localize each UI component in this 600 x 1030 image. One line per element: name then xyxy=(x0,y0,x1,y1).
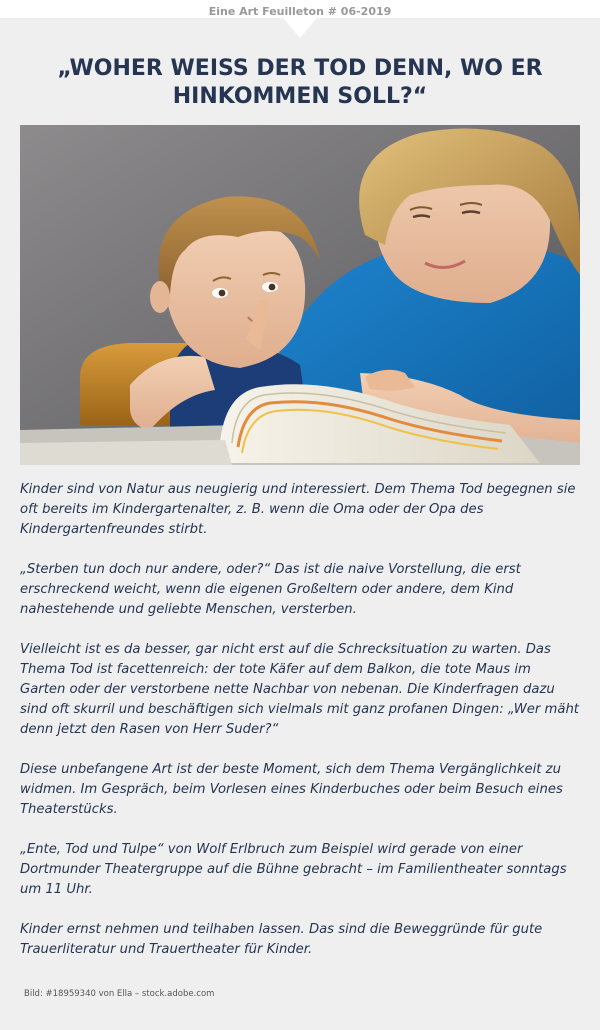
paragraph: Vielleicht ist es da besser, gar nicht erst auf die Schrecksituation zu warten. Das Thema Tod ist facettenreich: der tote Käfer auf dem Balkon, die tote Maus im Garten oder der verstorbene nette Nachbar von nebenan. Die Kinderfragen dazu sind oft skurril und beschäftigen sich vielmals mit ganz profanen Dingen: „Wer mäht denn jetzt den Rasen von Herr Suder?“ xyxy=(20,642,579,737)
paragraph: „Ente, Tod und Tulpe“ von Wolf Erlbruch zum Beispiel wird gerade von einer Dortmunder Theatergruppe auf die Bühne gebracht – im Familientheater sonntags um 11 Uhr. xyxy=(20,842,567,897)
article-body xyxy=(20,480,580,980)
article-title: „WOHER WEISS DER TOD DENN, WO ER HINKOMMEN SOLL?“ xyxy=(57,56,543,109)
paragraph: Kinder sind von Natur aus neugierig und interessiert. Dem Thema Tod begegnen sie oft bereits im Kindergartenalter, z. B. wenn die Oma oder der Opa des Kindergartenfreundes stirbt. xyxy=(20,482,576,537)
top-banner xyxy=(0,0,600,18)
paragraph: „Sterben tun doch nur andere, oder?“ Das ist die naive Vorstellung, die erst erschreckend weicht, wenn die eigenen Großeltern oder andere, dem Kind nahestehende und geliebte Menschen, versterben. xyxy=(20,562,521,617)
issue-label: Eine Art Feuilleton # 06-2019 xyxy=(208,5,392,18)
paragraph: Diese unbefangene Art ist der beste Moment, sich dem Thema Vergänglichkeit zu widmen. Im Gespräch, beim Vorlesen eines Kinderbuches oder beim Besuch eines Theaterstücks. xyxy=(20,762,563,817)
image-credit: Bild: #18959340 von Ella – stock.adobe.com xyxy=(24,989,215,999)
paragraph: Kinder ernst nehmen und teilhaben lassen. Das sind die Beweggründe für gute Trauerliteratur und Trauertheater für Kinder. xyxy=(20,922,543,957)
hero-photo xyxy=(20,125,580,465)
banner-notch xyxy=(283,18,317,38)
